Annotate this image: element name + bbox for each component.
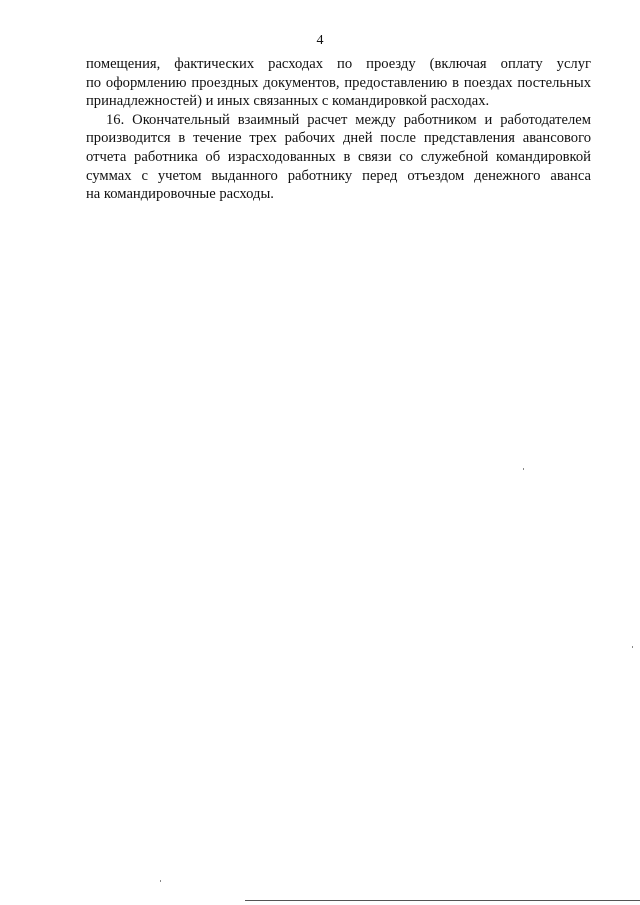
scan-speck: [632, 646, 633, 648]
text-line: принадлежностей) и иных связанных с командировкой расходах.: [86, 93, 490, 110]
text-line: отчета работника об израсходованных в связи со служебной командировкой: [86, 148, 591, 165]
text-line: помещения, фактических расходах по проезду (включая оплату услуг: [86, 56, 591, 72]
bottom-edge-line: [245, 900, 640, 901]
scan-speck: [523, 468, 524, 470]
page-number: 4: [316, 33, 324, 48]
text-line: производится в течение трех рабочих дней после представления авансового: [86, 130, 591, 147]
document-body: [86, 55, 591, 204]
text-line: 16. Окончательный взаимный расчет между работником и работодателем: [106, 111, 591, 128]
scan-speck: [160, 880, 161, 882]
text-line: по оформлению проездных документов, предоставлению в поездах постельных: [86, 74, 591, 91]
text-line: суммах с учетом выданного работнику перед отъездом денежного аванса: [86, 167, 591, 184]
paragraph-continuation: [86, 55, 591, 111]
paragraph-16: [86, 111, 591, 204]
text-line: на командировочные расходы.: [86, 186, 274, 203]
